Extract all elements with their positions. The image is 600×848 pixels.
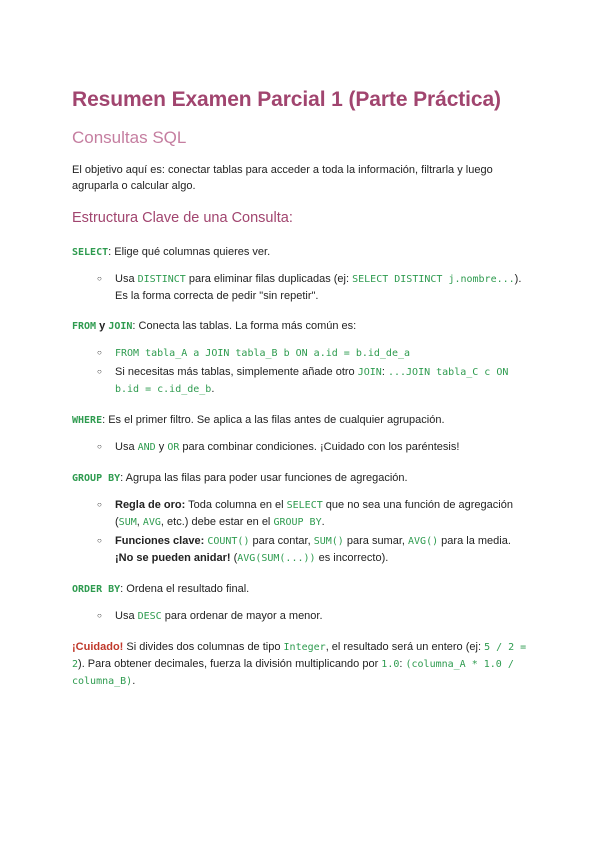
- group-by-keyword: GROUP BY: [72, 473, 121, 484]
- intro-paragraph: El objetivo aquí es: conectar tablas para acceder a toda la información, filtrarla y luego agruparla o calcular algo.: [72, 164, 493, 192]
- list-item: ○ Usa AND y OR para combinar condiciones. ¡Cuidado con los paréntesis!: [97, 441, 460, 453]
- from-list: [72, 345, 532, 398]
- bullet-icon: ○: [97, 500, 102, 509]
- group-by-list: [72, 497, 532, 567]
- select-paragraph: SELECT: Elige qué columnas quieres ver.: [72, 246, 271, 258]
- list-item: ○ Usa DISTINCT para eliminar filas duplicadas (ej: SELECT DISTINCT j.nombre...). Es la forma correcta de pedir "sin repetir".: [97, 273, 522, 302]
- bullet-icon: ○: [97, 442, 102, 451]
- warning-label: ¡Cuidado!: [72, 641, 124, 653]
- document-title: Resumen Examen Parcial 1 (Parte Práctica): [72, 88, 501, 111]
- where-paragraph: WHERE: Es el primer filtro. Se aplica a las filas antes de cualquier agrupación.: [72, 414, 445, 426]
- group-by-paragraph: GROUP BY: Agrupa las filas para poder usar funciones de agregación.: [72, 472, 408, 484]
- document-page: [72, 86, 532, 690]
- where-keyword: WHERE: [72, 415, 103, 426]
- list-item: ○ Regla de oro: Toda columna en el SELECT que no sea una función de agregación (SUM, AVG, etc.) debe estar en el GROUP BY.: [97, 499, 513, 528]
- where-list: [72, 439, 532, 456]
- list-item: ○ FROM tabla_A a JOIN tabla_B b ON a.id = b.id_de_a: [72, 345, 532, 362]
- bullet-icon: ○: [97, 367, 102, 376]
- order-by-keyword: ORDER BY: [72, 584, 121, 595]
- join-keyword: JOIN: [108, 321, 133, 332]
- list-item: ○ Si necesitas más tablas, simplemente añade otro JOIN: ...JOIN tabla_C c ON b.id = c.id_de_b.: [97, 366, 509, 395]
- list-item: ○ Funciones clave: COUNT() para contar, SUM() para sumar, AVG() para la media. ¡No se pueden anidar! (AVG(SUM(...)) es incorrecto).: [97, 535, 511, 564]
- bullet-icon: ○: [97, 611, 102, 620]
- bullet-icon: ○: [97, 274, 102, 283]
- bullet-icon: ○: [97, 348, 102, 357]
- order-by-paragraph: ORDER BY: Ordena el resultado final.: [72, 583, 250, 595]
- bullet-icon: ○: [97, 536, 102, 545]
- warning-paragraph: ¡Cuidado! Si divides dos columnas de tipo Integer, el resultado será un entero (ej: 5 / 2 = 2). Para obtener decimales, fuerza la división multiplicando por 1.0: (columna_A * 1.0 / columna_B).: [72, 641, 527, 687]
- select-keyword: SELECT: [72, 247, 109, 258]
- select-list: [72, 271, 532, 304]
- section-heading: Consultas SQL: [72, 128, 187, 147]
- structure-heading: Estructura Clave de una Consulta:: [72, 210, 293, 226]
- order-by-list: [72, 608, 532, 625]
- from-keyword: FROM: [72, 321, 97, 332]
- from-paragraph: FROM y JOIN: Conecta las tablas. La forma más común es:: [72, 320, 357, 332]
- list-item: ○ Usa DESC para ordenar de mayor a menor.: [97, 610, 323, 622]
